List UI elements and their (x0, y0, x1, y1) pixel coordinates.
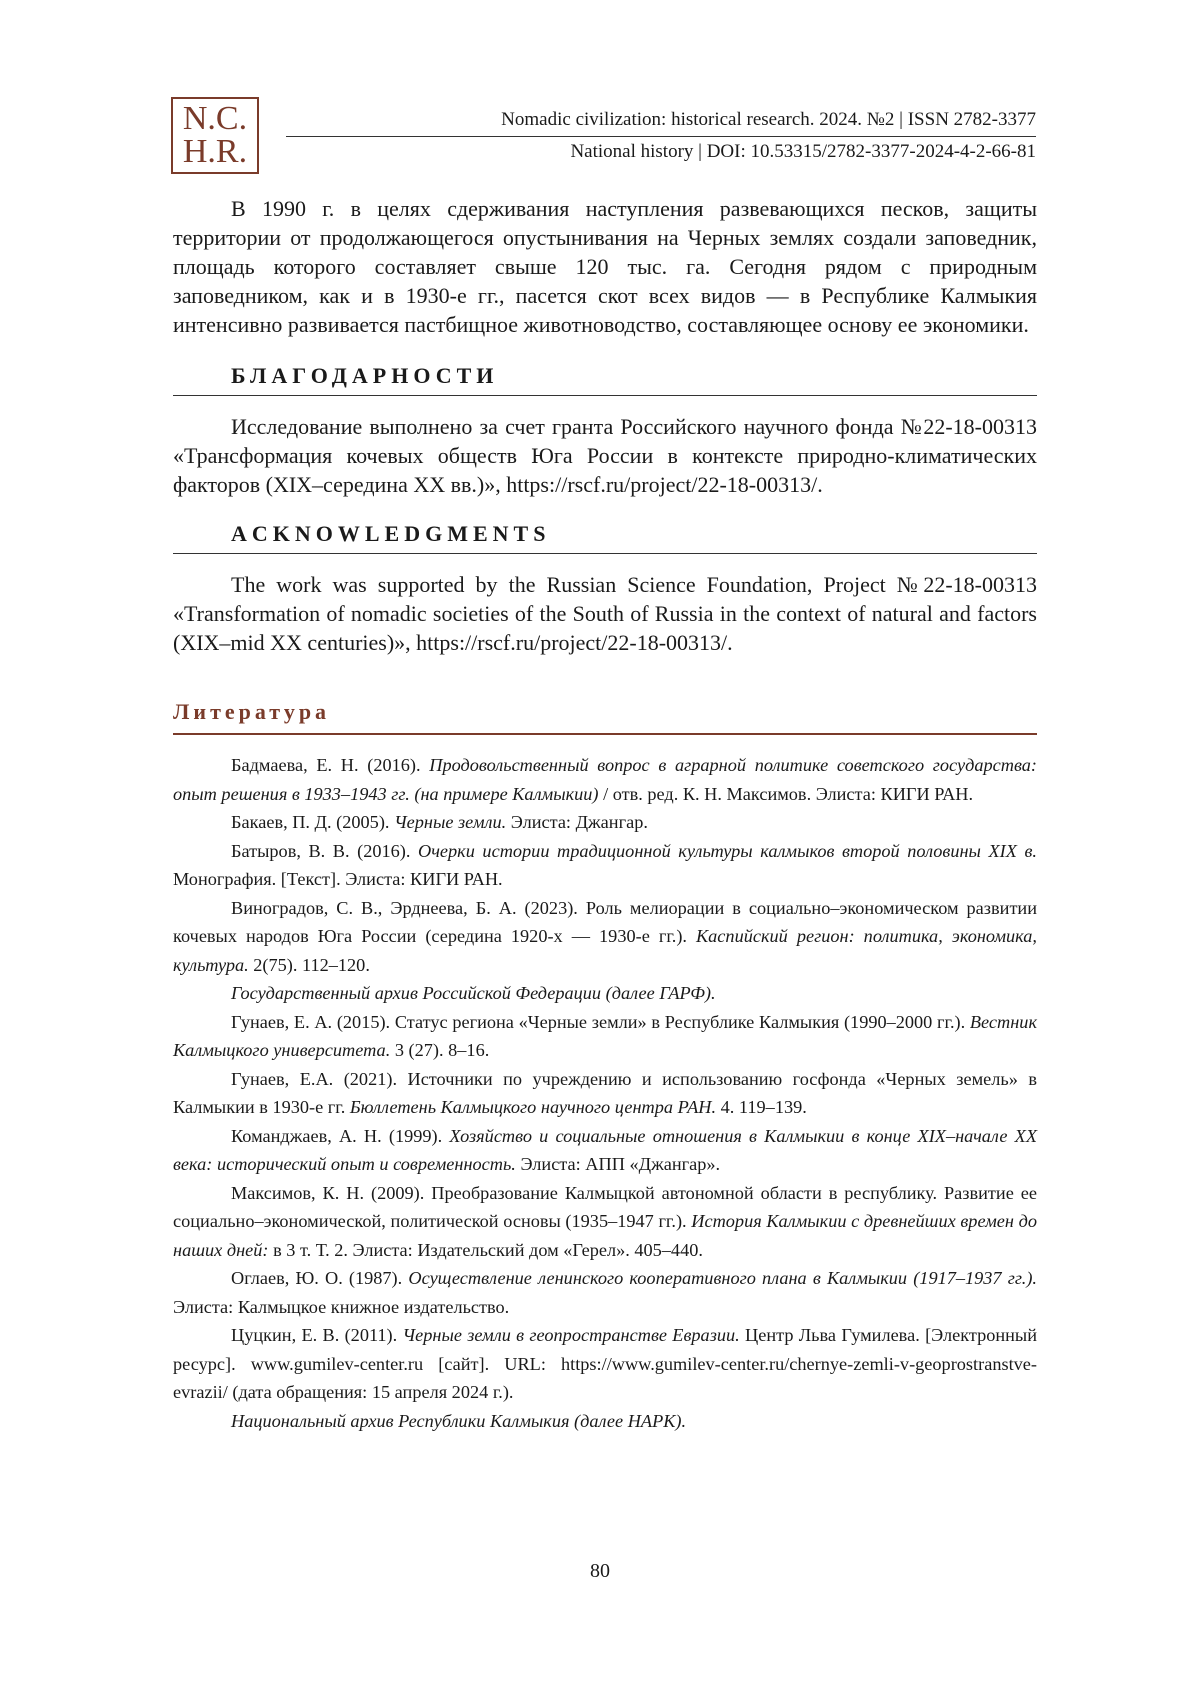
page-number: 80 (590, 1560, 610, 1582)
reference-item: Государственный архив Российской Федерации (далее ГАРФ). (231, 983, 716, 1003)
logo-line-1: N.C. (182, 100, 248, 137)
reference-item: Бакаев, П. Д. (2005). Черные земли. Элиста: Джангар. (231, 812, 648, 832)
reference-item: Виноградов, С. В., Эрднеева, Б. А. (2023). Роль мелиорации в социально–экономическом развитии кочевых народов Юга России (середина 1920-х — 1930-е гг.). Каспийский регион: политика, экономика, культура. 2(75). 112–120. (173, 897, 1037, 975)
thanks-heading: БЛАГОДАРНОСТИ (173, 363, 1037, 396)
reference-item: Команджаев, А. Н. (1999). Хозяйство и социальные отношения в Калмыкии в конце XIX–начале XX века: исторический опыт и современность. Элиста: АПП «Джангар». (173, 1125, 1037, 1174)
thanks-paragraph: Исследование выполнено за счет гранта Российского научного фонда №22-18-00313 «Трансформация кочевых обществ Юга России в контексте природно-климатических факторов (XIX–середина XX вв.)», https://rscf.ru/project/22-18-00313/. (173, 414, 1037, 497)
reference-item: Национальный архив Республики Калмыкия (далее НАРК). (231, 1410, 687, 1431)
reference-item: Бадмаева, Е. Н. (2016). Продовольственный вопрос в аграрной политике советского государства: опыт решения в 1933–1943 гг. (на примере Калмыкии) / отв. ред. К. Н. Максимов. Элиста: КИГИ РАН. (173, 755, 1037, 804)
reference-item: Цуцкин, Е. В. (2011). Черные земли в геопространстве Евразии. Центр Льва Гумилева. [Электронный ресурс]. www.gumilev-center.ru [сайт]. URL: https://www.gumilev-center.ru/chernye-zemli-v-geoprostranstve-evrazii/ (дата обращения: 15 апреля 2024 г.). (173, 1325, 1037, 1402)
reference-item: Гунаев, Е. А. (2015). Статус региона «Черные земли» в Республике Калмыкия (1990–2000 гг.). Вестник Калмыцкого университета. 3 (27). 8–16. (173, 1011, 1037, 1060)
reference-item: Оглаев, Ю. О. (1987). Осуществление ленинского кооперативного плана в Калмыкии (1917–1937 гг.). Элиста: Калмыцкое книжное издательство. (173, 1268, 1037, 1317)
ack-paragraph: The work was supported by the Russian Science Foundation, Project №22-18-00313 «Transformation of nomadic societies of the South of Russia in the context of natural and factors (XIX–mid XX centuries)», https://rscf.ru/project/22-18-00313/. (173, 572, 1037, 655)
journal-logo (171, 97, 259, 174)
logo-line-2: H.R. (182, 133, 248, 170)
header-journal: Nomadic civilization: historical research. 2024. №2 | ISSN 2782-3377 (286, 108, 1036, 137)
running-header (286, 108, 1036, 164)
reference-item: Максимов, К. Н. (2009). Преобразование Калмыцкой автономной области в республику. Развитие ее социально–экономической, политической основы (1935–1947 гг.). История Калмыкии с древнейших времен до наших дней: в 3 т. Т. 2. Элиста: Издательский дом «Герел». 405–440. (173, 1182, 1037, 1260)
ack-heading: ACKNOWLEDGMENTS (173, 521, 1037, 554)
header-section-doi: National history | DOI: 10.53315/2782-3377-2024-4-2-66-81 (570, 141, 1036, 162)
page-content (173, 194, 1037, 1435)
intro-paragraph: В 1990 г. в целях сдерживания наступления развевающихся песков, защиты территории от продолжающегося опустынивания на Черных землях создали заповедник, площадь которого составляет свыше 120 тыс. га. Сегодня рядом с природным заповедником, как и в 1930-е гг., пасется скот всех видов — в Республике Калмыкия интенсивно развивается пастбищное животноводство, составляющее основу ее экономики. (173, 196, 1037, 337)
reference-item: Гунаев, Е.А. (2021). Источники по учреждению и использованию госфонда «Черных земель» в Калмыкии в 1930-е гг. Бюллетень Калмыцкого научного центра РАН. 4. 119–139. (173, 1068, 1037, 1117)
reference-item: Батыров, В. В. (2016). Очерки истории традиционной культуры калмыков второй половины XIX в. Монография. [Текст]. Элиста: КИГИ РАН. (173, 840, 1037, 889)
reference-list (173, 751, 1037, 1435)
literature-heading: Литература (173, 699, 1037, 735)
